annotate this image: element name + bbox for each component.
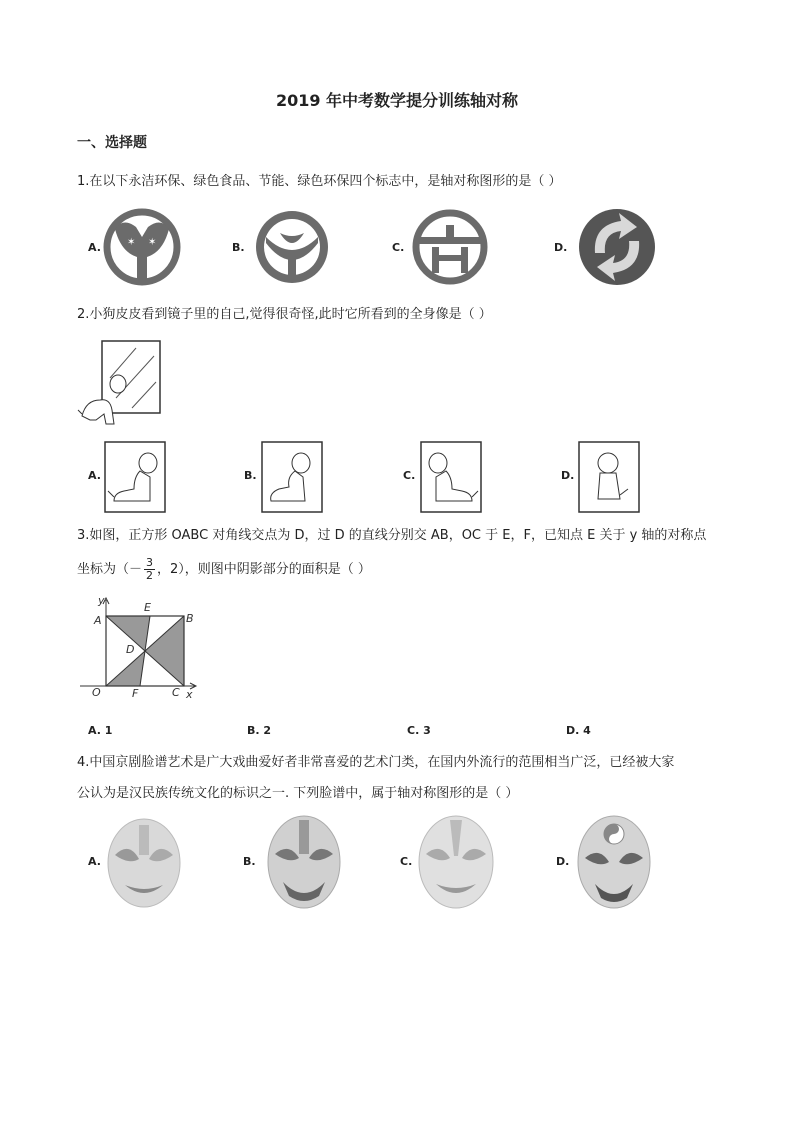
q1-logo-c-image xyxy=(410,207,490,287)
q3-label-a: A xyxy=(94,614,102,627)
q3-coord-suffix: ，2），则图中阴影部分的面积是（ ） xyxy=(157,562,371,577)
q1-option-d-label: D. xyxy=(554,241,568,254)
question-3-line-2 xyxy=(77,557,371,582)
question-1-text: 1.在以下永洁环保、绿色食品、节能、绿色环保四个标志中，是轴对称图形的是（ ） xyxy=(77,174,562,189)
q2-option-c-puppy-image xyxy=(420,441,482,513)
q2-option-d-puppy-image xyxy=(578,441,640,513)
q4-option-c-label: C. xyxy=(400,855,413,868)
q3-label-y: y xyxy=(98,594,105,607)
q3-square-diagram xyxy=(78,594,200,700)
q1-option-a-label: A. xyxy=(88,241,101,254)
svg-text:✶: ✶ xyxy=(127,237,136,248)
q2-option-a-puppy-image xyxy=(104,441,166,513)
q3-label-d: D xyxy=(126,643,135,656)
q4-mask-b-image xyxy=(263,812,345,912)
q1-option-c-label: C. xyxy=(392,241,405,254)
q3-label-x: x xyxy=(186,688,193,700)
q3-fraction-denominator: 2 xyxy=(146,569,154,582)
q4-option-d-label: D. xyxy=(556,855,570,868)
q3-answer-c: C. 3 xyxy=(407,724,431,737)
q3-label-f: F xyxy=(132,687,139,700)
q2-option-d-label: D. xyxy=(561,469,575,482)
q2-option-b-puppy-image xyxy=(261,441,323,513)
q3-answer-b: B. 2 xyxy=(247,724,272,737)
q4-mask-c-image xyxy=(414,812,498,912)
q4-mask-d-image xyxy=(573,812,655,912)
page-title: 2019 年中考数学提分训练轴对称 xyxy=(275,91,519,110)
q3-coord-prefix: 坐标为（－ xyxy=(77,562,143,577)
q4-mask-a-image xyxy=(101,815,187,913)
q1-logo-a-image xyxy=(103,207,181,287)
question-2-text: 2.小狗皮皮看到镜子里的自己,觉得很奇怪,此时它所看到的全身像是（ ） xyxy=(77,307,492,322)
question-4-line-2: 公认为是汉民族传统文化的标识之一. 下列脸谱中，属于轴对称图形的是（ ） xyxy=(77,786,519,801)
q3-label-o: O xyxy=(92,686,101,699)
q2-option-b-label: B. xyxy=(244,469,257,482)
q3-answer-a: A. 1 xyxy=(88,724,113,737)
q3-label-b: B xyxy=(186,612,194,625)
q4-option-a-label: A. xyxy=(88,855,101,868)
q2-option-c-label: C. xyxy=(403,469,416,482)
q1-logo-d-image xyxy=(575,207,659,287)
q3-label-e: E xyxy=(144,601,151,614)
q3-label-c: C xyxy=(172,686,180,699)
q4-option-b-label: B. xyxy=(243,855,256,868)
svg-text:✶: ✶ xyxy=(148,237,157,248)
q2-option-a-label: A. xyxy=(88,469,101,482)
q2-puppy-mirror-image xyxy=(76,338,164,430)
q3-fraction-numerator: 3 xyxy=(146,556,154,569)
q1-logo-b-image xyxy=(252,207,332,287)
question-4-line-1: 4.中国京剧脸谱艺术是广大戏曲爱好者非常喜爱的艺术门类，在国内外流行的范围相当广泛，已经被大家 xyxy=(77,755,675,770)
q1-option-b-label: B. xyxy=(232,241,245,254)
q3-fraction xyxy=(144,557,155,582)
question-3-line-1: 3.如图，正方形 OABC 对角线交点为 D，过 D 的直线分别交 AB，OC 于 E，F，已知点 E 关于 y 轴的对称点 xyxy=(77,528,707,543)
section-heading: 一、选择题 xyxy=(77,135,147,151)
q3-answer-d: D. 4 xyxy=(566,724,591,737)
